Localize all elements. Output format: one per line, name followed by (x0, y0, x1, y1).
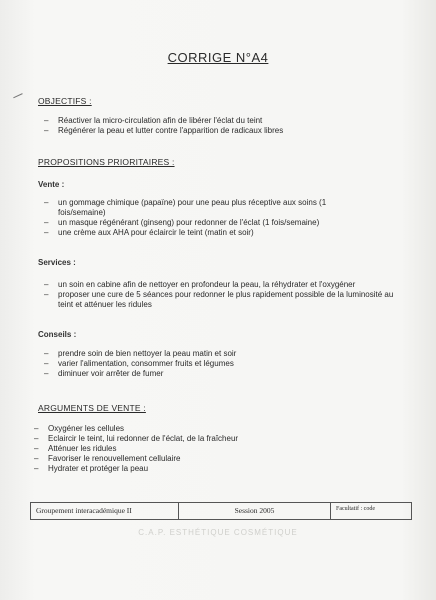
list-item: – varier l'alimentation, consommer fruits et légumes (40, 359, 370, 369)
arguments-list (30, 424, 360, 474)
list-item: – un masque régénérant (ginseng) pour redonner de l'éclat (1 fois/semaine) (40, 218, 370, 228)
conseils-list (40, 349, 370, 379)
list-item: – une crème aux AHA pour éclaircir le teint (matin et soir) (40, 228, 370, 238)
services-label: Services : (38, 258, 76, 267)
footer-facultatif: Facultatif : code (336, 506, 375, 512)
list-item: – Oxygéner les cellules (30, 424, 360, 434)
arguments-heading: ARGUMENTS DE VENTE : (38, 403, 146, 413)
objectifs-list (40, 116, 400, 136)
list-item: – Eclaircir le teint, lui redonner de l'éclat, de la fraîcheur (30, 434, 360, 444)
list-item: – Favoriser le renouvellement cellulaire (30, 454, 360, 464)
document-title: CORRIGE N°A4 (167, 50, 269, 65)
conseils-label: Conseils : (38, 330, 77, 339)
services-list (40, 280, 395, 310)
list-item: – Hydrater et protéger la peau (30, 464, 360, 474)
propositions-heading: PROPOSITIONS PRIORITAIRES : (38, 157, 175, 167)
objectifs-heading: OBJECTIFS : (38, 96, 92, 106)
list-item: – diminuer voir arrêter de fumer (40, 369, 370, 379)
pen-mark (13, 93, 25, 103)
bleed-through-text: C.A.P. ESTHÉTIQUE COSMÉTIQUE (138, 528, 298, 537)
list-item: – Réactiver la micro-circulation afin de libérer l'éclat du teint (40, 116, 400, 126)
footer-session: Session 2005 (179, 503, 331, 519)
list-item: – prendre soin de bien nettoyer la peau matin et soir (40, 349, 370, 359)
footer-table (30, 502, 412, 520)
list-item: – un soin en cabine afin de nettoyer en profondeur la peau, la réhydrater et l'oxygéner (40, 280, 395, 290)
vente-label: Vente : (38, 180, 65, 189)
list-item: – un gommage chimique (papaïne) pour une peau plus réceptive aux soins (1 fois/semaine) (40, 198, 370, 218)
list-item: – Atténuer les ridules (30, 444, 360, 454)
vente-list (40, 198, 370, 238)
list-item: – proposer une cure de 5 séances pour redonner le plus rapidement possible de la luminosité au teint et atténuer les ridules (40, 290, 395, 310)
footer-groupement: Groupement interacadémique II (31, 503, 179, 519)
list-item: – Régénérer la peau et lutter contre l'apparition de radicaux libres (40, 126, 400, 136)
